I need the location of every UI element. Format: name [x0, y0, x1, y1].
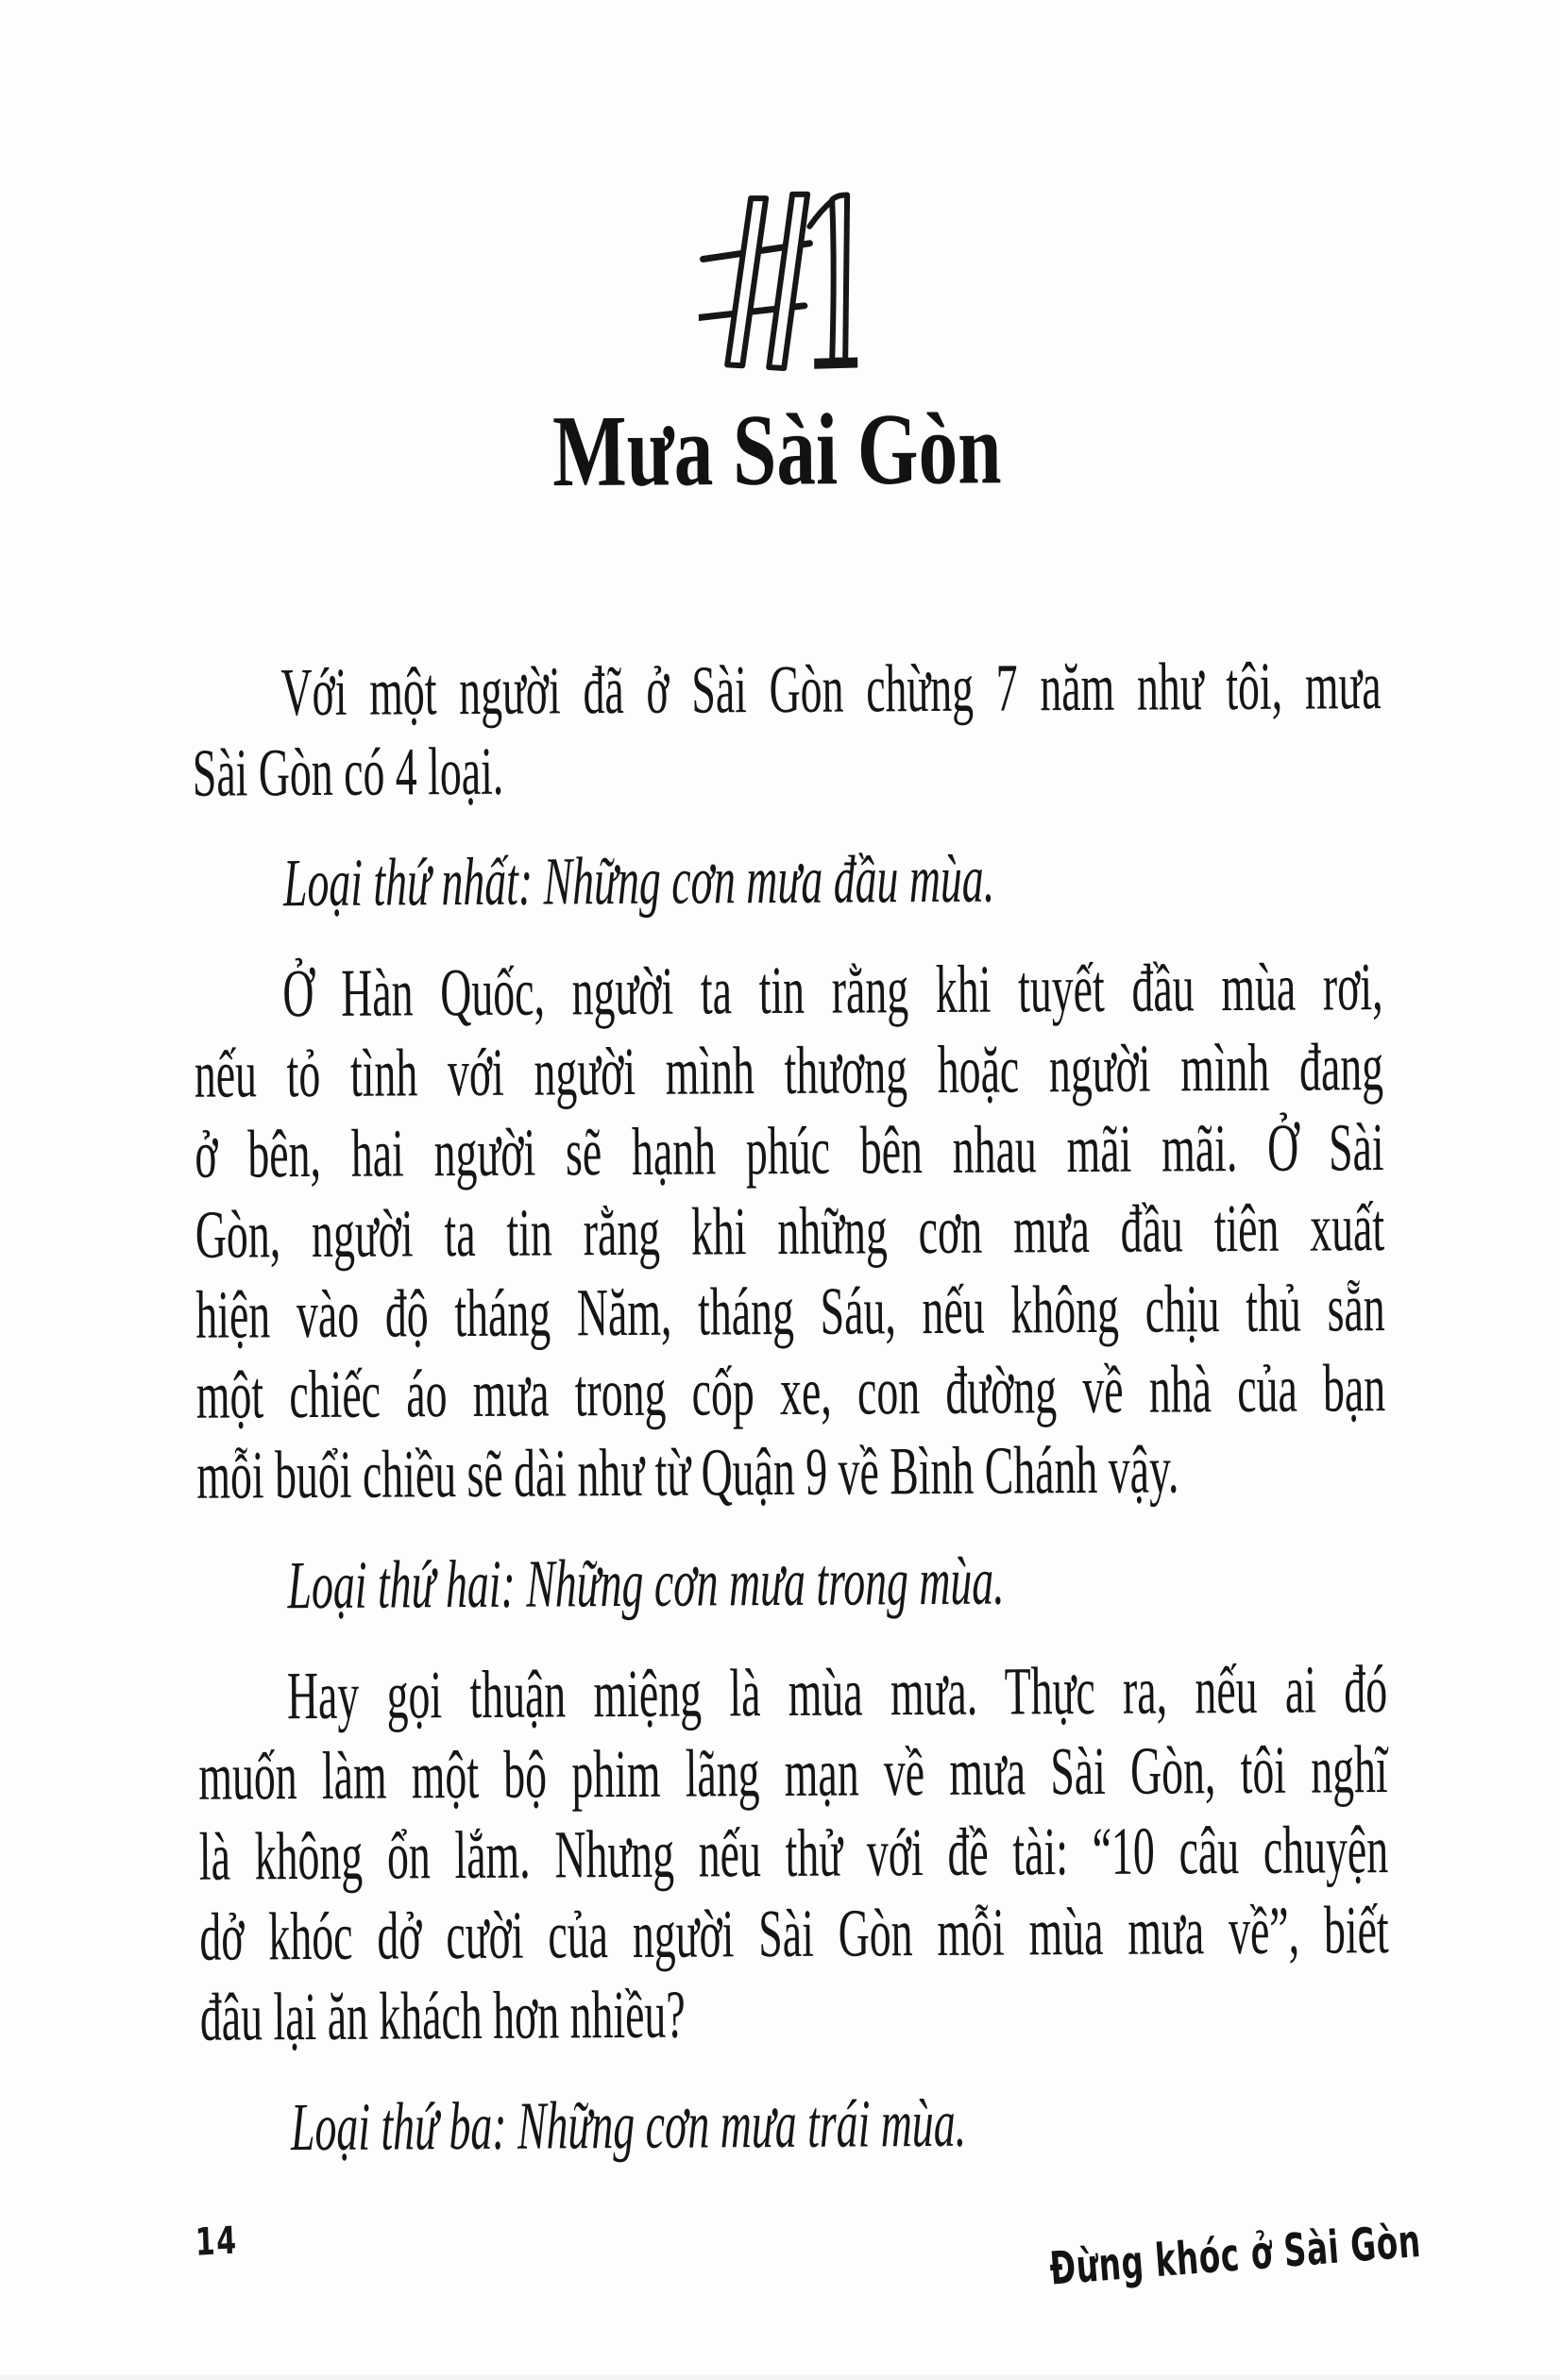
- text-line: Với một người đã ở Sài Gòn chừng 7 năm như tôi, mưa: [280, 648, 1382, 731]
- running-title-handwritten: Đừng khóc ở Sài Gòn: [1047, 2214, 1423, 2296]
- chapter-number-graphic: [698, 184, 861, 374]
- chapter-title-text: Mưa Sài Gòn: [551, 392, 1002, 509]
- text-line: nếu tỏ tình với người mình thương hoặc người mình đang: [194, 1029, 1384, 1112]
- text-line: mỗi buổi chiều sẽ dài như từ Quận 9 về Bình Chánh vậy.: [196, 1431, 1179, 1513]
- text-line: hiện vào độ tháng Năm, tháng Sáu, nếu không chịu thủ sẵn: [195, 1270, 1385, 1353]
- paragraph: [198, 1649, 1390, 2058]
- paragraph: [197, 1539, 1387, 1627]
- one-glyph: [809, 194, 857, 368]
- chapter-title: [0, 390, 1557, 507]
- page-number: 14: [195, 2219, 239, 2265]
- body-text: [192, 646, 1390, 2169]
- text-line: Sài Gòn có 4 loại.: [192, 733, 504, 811]
- text-line: dở khóc dở cười của người Sài Gòn mỗi mùa mưa về”, biết: [199, 1892, 1389, 1975]
- text-line: muốn làm một bộ phim lãng mạn về mưa Sài Gòn, tôi nghĩ: [198, 1731, 1388, 1815]
- text-line: Loại thứ hai: Những cơn mưa trong mùa.: [287, 1543, 1005, 1624]
- paragraph: [194, 947, 1386, 1516]
- text-line: Gòn, người ta tin rằng khi những cơn mưa đầu tiên xuất: [195, 1190, 1385, 1273]
- text-line: Hay gọi thuận miệng là mùa mưa. Thực ra, nếu ai đó: [286, 1651, 1388, 1734]
- text-line: Loại thứ ba: Những cơn mưa trái mùa.: [290, 2085, 967, 2166]
- text-line: đâu lại ăn khách hơn nhiều?: [199, 1976, 686, 2055]
- paragraph: [200, 2081, 1390, 2169]
- text-line: một chiếc áo mưa trong cốp xe, con đường về nhà của bạn: [195, 1350, 1386, 1433]
- hash-glyph: [698, 194, 810, 369]
- text-line: Ở Hàn Quốc, người ta tin rằng khi tuyết đầu mùa rơi,: [282, 949, 1383, 1032]
- text-line: ở bên, hai người sẽ hạnh phúc bên nhau mãi mãi. Ở Sài: [195, 1109, 1384, 1192]
- text-line: là không ổn lắm. Nhưng nếu thử với đề tài: “10 câu chuyện: [198, 1812, 1389, 1895]
- paragraph: [192, 646, 1382, 814]
- paragraph: [193, 836, 1382, 924]
- text-line: Loại thứ nhất: Những cơn mưa đầu mùa.: [282, 840, 995, 921]
